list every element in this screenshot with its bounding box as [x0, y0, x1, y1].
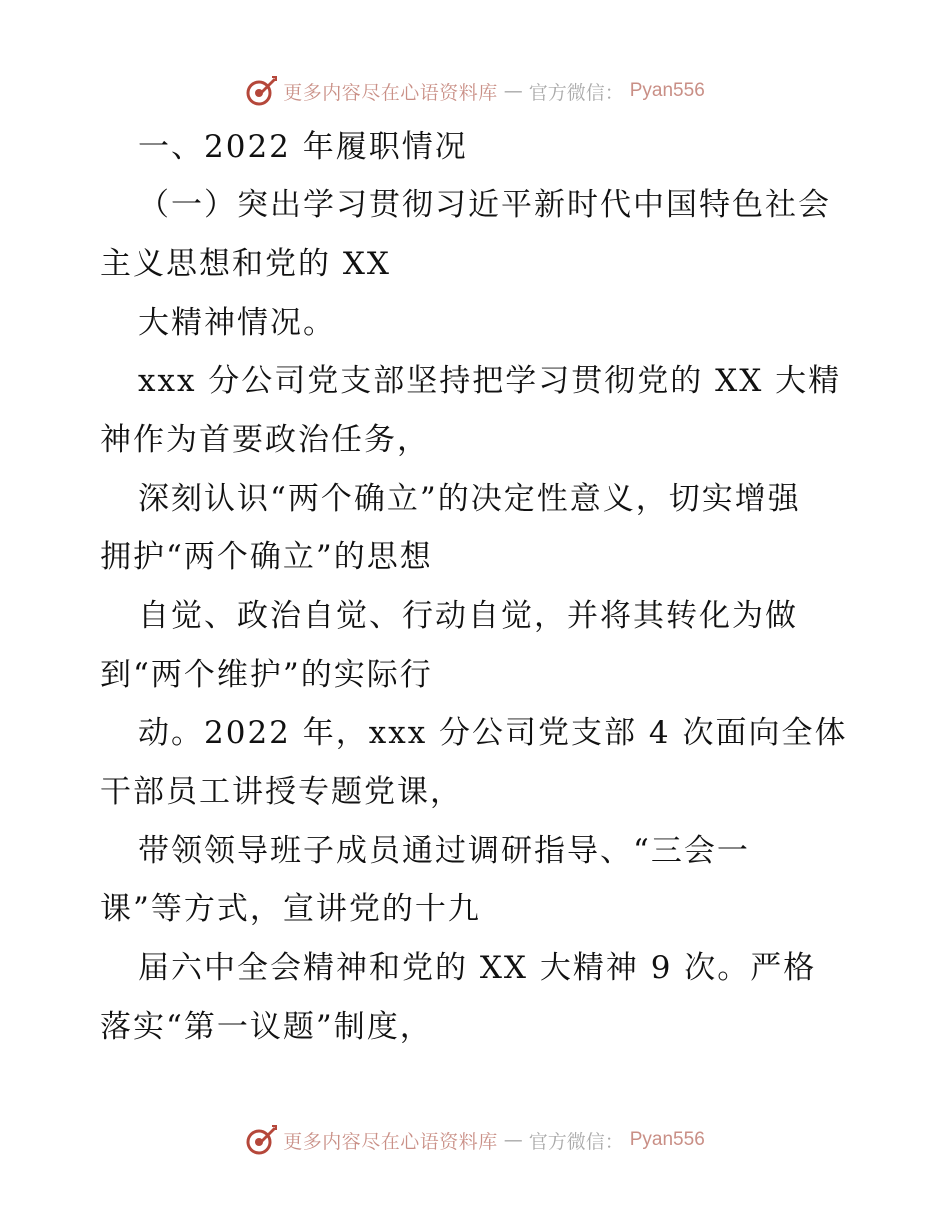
watermark-separator: —	[503, 80, 523, 102]
text-line: 到“两个维护”的实际行	[100, 657, 433, 693]
text-line: 届六中全会精神和党的 XX 大精神 9 次。严格	[138, 950, 817, 986]
brand-logo-icon	[245, 1124, 277, 1156]
text-line: 带领领导班子成员通过调研指导、“三会一	[138, 833, 750, 869]
footer-watermark	[0, 1120, 950, 1160]
text-line: 深刻认识“两个确立”的决定性意义，切实增强	[138, 481, 801, 517]
watermark-label: 官方微信：	[528, 1130, 624, 1153]
subsection-heading: （一）突出学习贯彻习近平新时代中国特色社会	[138, 187, 831, 223]
brand-logo-icon	[245, 75, 277, 107]
watermark-main-text: 更多内容尽在心语资料库	[283, 1130, 498, 1153]
header-watermark	[0, 71, 950, 111]
text-line: xxx 分公司党支部坚持把学习贯彻党的 XX 大精	[138, 363, 842, 399]
text-line: 动。2022 年，xxx 分公司党支部 4 次面向全体	[138, 715, 848, 751]
watermark-wechat-id: Pyan556	[629, 1129, 705, 1150]
text-line: 自觉、政治自觉、行动自觉，并将其转化为做	[138, 598, 798, 634]
text-line: 落实“第一议题”制度，	[100, 1009, 433, 1045]
text-line: 主义思想和党的 XX	[100, 246, 391, 282]
watermark-separator: —	[503, 1129, 523, 1151]
text-line: 大精神情况。	[138, 305, 336, 341]
section-heading: 一、2022 年履职情况	[138, 129, 468, 165]
text-line: 干部员工讲授专题党课，	[100, 774, 463, 810]
text-line: 课”等方式，宣讲党的十九	[100, 891, 481, 927]
watermark-wechat-id: Pyan556	[629, 80, 705, 101]
watermark-main-text: 更多内容尽在心语资料库	[283, 81, 498, 104]
watermark-label: 官方微信：	[528, 81, 624, 104]
text-line: 神作为首要政治任务，	[100, 422, 430, 458]
text-line: 拥护“两个确立”的思想	[100, 539, 433, 575]
